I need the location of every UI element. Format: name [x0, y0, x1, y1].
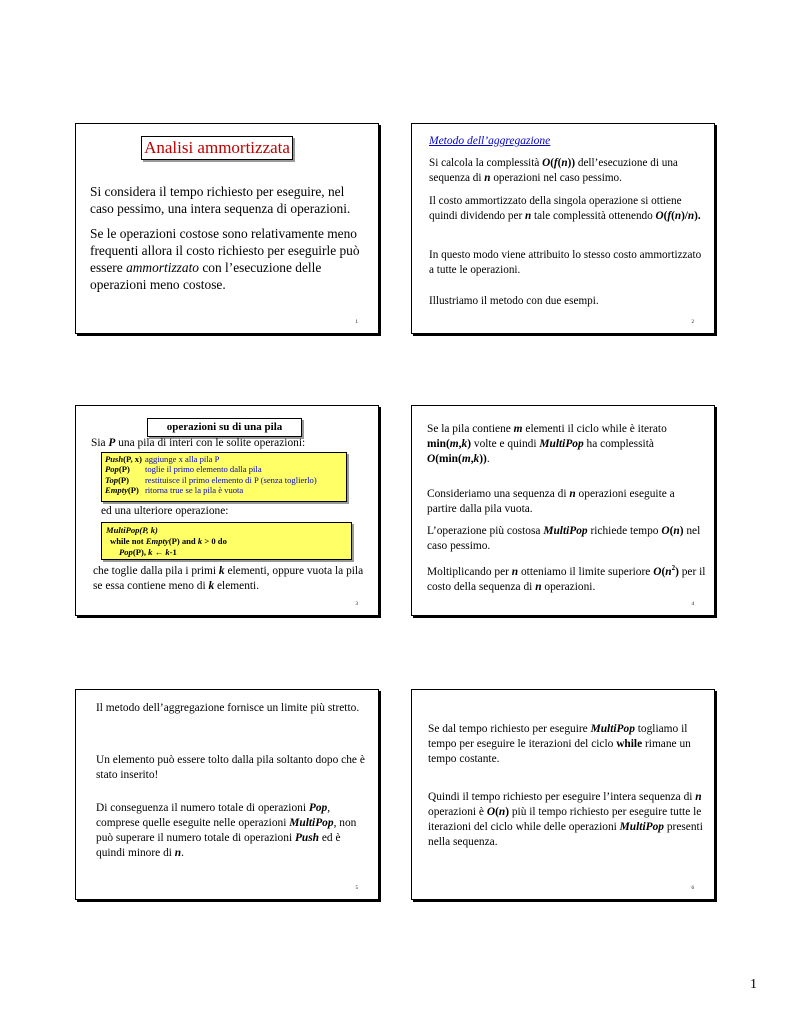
- multipop-code-box: [101, 522, 352, 560]
- operation-row: [105, 454, 320, 464]
- code-line-3: Pop(P), k ← k-1: [119, 547, 177, 557]
- slide-3-outro: che toglie dalla pila i primi k elementi, oppure vuota la pila se essa contiene meno di k elementi.: [93, 565, 364, 592]
- slide-4-number: 4: [691, 602, 694, 607]
- operation-row: [105, 475, 320, 485]
- slide-3-title: operazioni su di una pila: [147, 418, 302, 437]
- code-line-1: MultiPop(P, k): [106, 525, 158, 535]
- operation-row: [105, 485, 320, 495]
- slide-5: [75, 689, 379, 900]
- slide-6: [411, 689, 715, 900]
- slide-5-para-1: Il metodo dell’aggregazione fornisce un limite più stretto.: [96, 702, 360, 714]
- slide-2: [411, 123, 715, 334]
- operation-signature: Top(P): [105, 474, 130, 485]
- slide-3-more: ed una ulteriore operazione:: [101, 505, 229, 517]
- slide-4-para-1: Se la pila contiene m elementi il ciclo while è iterato min(m,k) volte e quindi MultiPop ha complessità O(min(m,k)).: [427, 423, 667, 465]
- slide-4-para-4: Moltiplicando per n otteniamo il limite superiore $O(n^2)$ per il costo della sequenza di n operazioni.: [427, 564, 706, 593]
- slide-1: [75, 123, 379, 334]
- slide-3-number: 3: [355, 602, 358, 607]
- operation-description: toglie il primo elemento dalla pila: [144, 464, 262, 475]
- slide-6-para-2: Quindi il tempo richiesto per eseguire l’intera sequenza di n operazioni è O(n) più il tempo richiesto per eseguire tutte le iterazioni del ciclo while delle operazioni MultiPop presenti nella sequenza.: [428, 791, 703, 848]
- slide-1-para-2: Se le operazioni costose sono relativamente meno frequenti allora il costo richiesto per eseguirle può essere ammortizzato con l’esecuzione delle operazioni meno costose.: [90, 226, 360, 292]
- slide-5-para-3: Di conseguenza il numero totale di operazioni Pop, comprese quelle eseguite nelle operazioni MultiPop, non può superare il numero totale di operazioni Push ed è quindi minore di n.: [96, 802, 357, 859]
- operation-signature: Empty(P): [105, 484, 139, 495]
- slide-3-intro: Sia P una pila di interi con le solite operazioni:: [91, 437, 306, 449]
- slide-4-para-3: L’operazione più costosa MultiPop richiede tempo O(n) nel caso pessimo.: [427, 525, 701, 552]
- operation-signature: Pop(P): [105, 464, 130, 475]
- operation-row: [105, 464, 320, 474]
- slide-4: [411, 405, 715, 616]
- slide-1-title: Analisi ammortizzata: [141, 136, 293, 160]
- slide-6-para-1: Se dal tempo richiesto per eseguire MultiPop togliamo il tempo per eseguire le iterazioni del ciclo while rimane un tempo costante.: [428, 723, 691, 765]
- code-line-2: while not Empty(P) and k > 0 do: [110, 536, 227, 546]
- slide-2-para-4: Illustriamo il metodo con due esempi.: [429, 295, 599, 307]
- slide-2-number: 2: [691, 320, 694, 325]
- operations-box: [101, 452, 347, 502]
- slide-1-para-1: Si considera il tempo richiesto per eseguire, nel caso pessimo, una intera sequenza di operazioni.: [90, 184, 351, 216]
- slide-2-para-2: Il costo ammortizzato della singola operazione si ottiene quindi dividendo per n tale complessità ottenendo O(f(n)/n).: [429, 195, 701, 222]
- slide-4-para-2: Consideriamo una sequenza di n operazioni eseguite a partire dalla pila vuota.: [427, 488, 675, 515]
- slide-1-number: 1: [355, 320, 358, 325]
- operation-description: aggiunge x alla pila P: [144, 454, 220, 464]
- slide-2-para-3: In questo modo viene attribuito lo stesso costo ammortizzato a tutte le operazioni.: [429, 249, 702, 276]
- slide-6-number: 6: [691, 886, 694, 891]
- operations-table: [105, 454, 320, 495]
- operation-signature: Push(P, x): [105, 454, 142, 464]
- operation-description: ritorna true se la pila è vuota: [144, 484, 244, 495]
- slide-2-title: Metodo dell’aggregazione: [429, 135, 551, 147]
- operation-description: restituisce il primo elemento di P (senza toglierlo): [144, 474, 317, 485]
- slide-5-para-2: Un elemento può essere tolto dalla pila soltanto dopo che è stato inserito!: [96, 754, 365, 781]
- page-number: 1: [750, 977, 757, 992]
- slide-3: [75, 405, 379, 616]
- slide-5-number: 5: [355, 886, 358, 891]
- slide-2-para-1: Si calcola la complessità O(f(n)) dell’esecuzione di una sequenza di n operazioni nel caso pessimo.: [429, 157, 678, 184]
